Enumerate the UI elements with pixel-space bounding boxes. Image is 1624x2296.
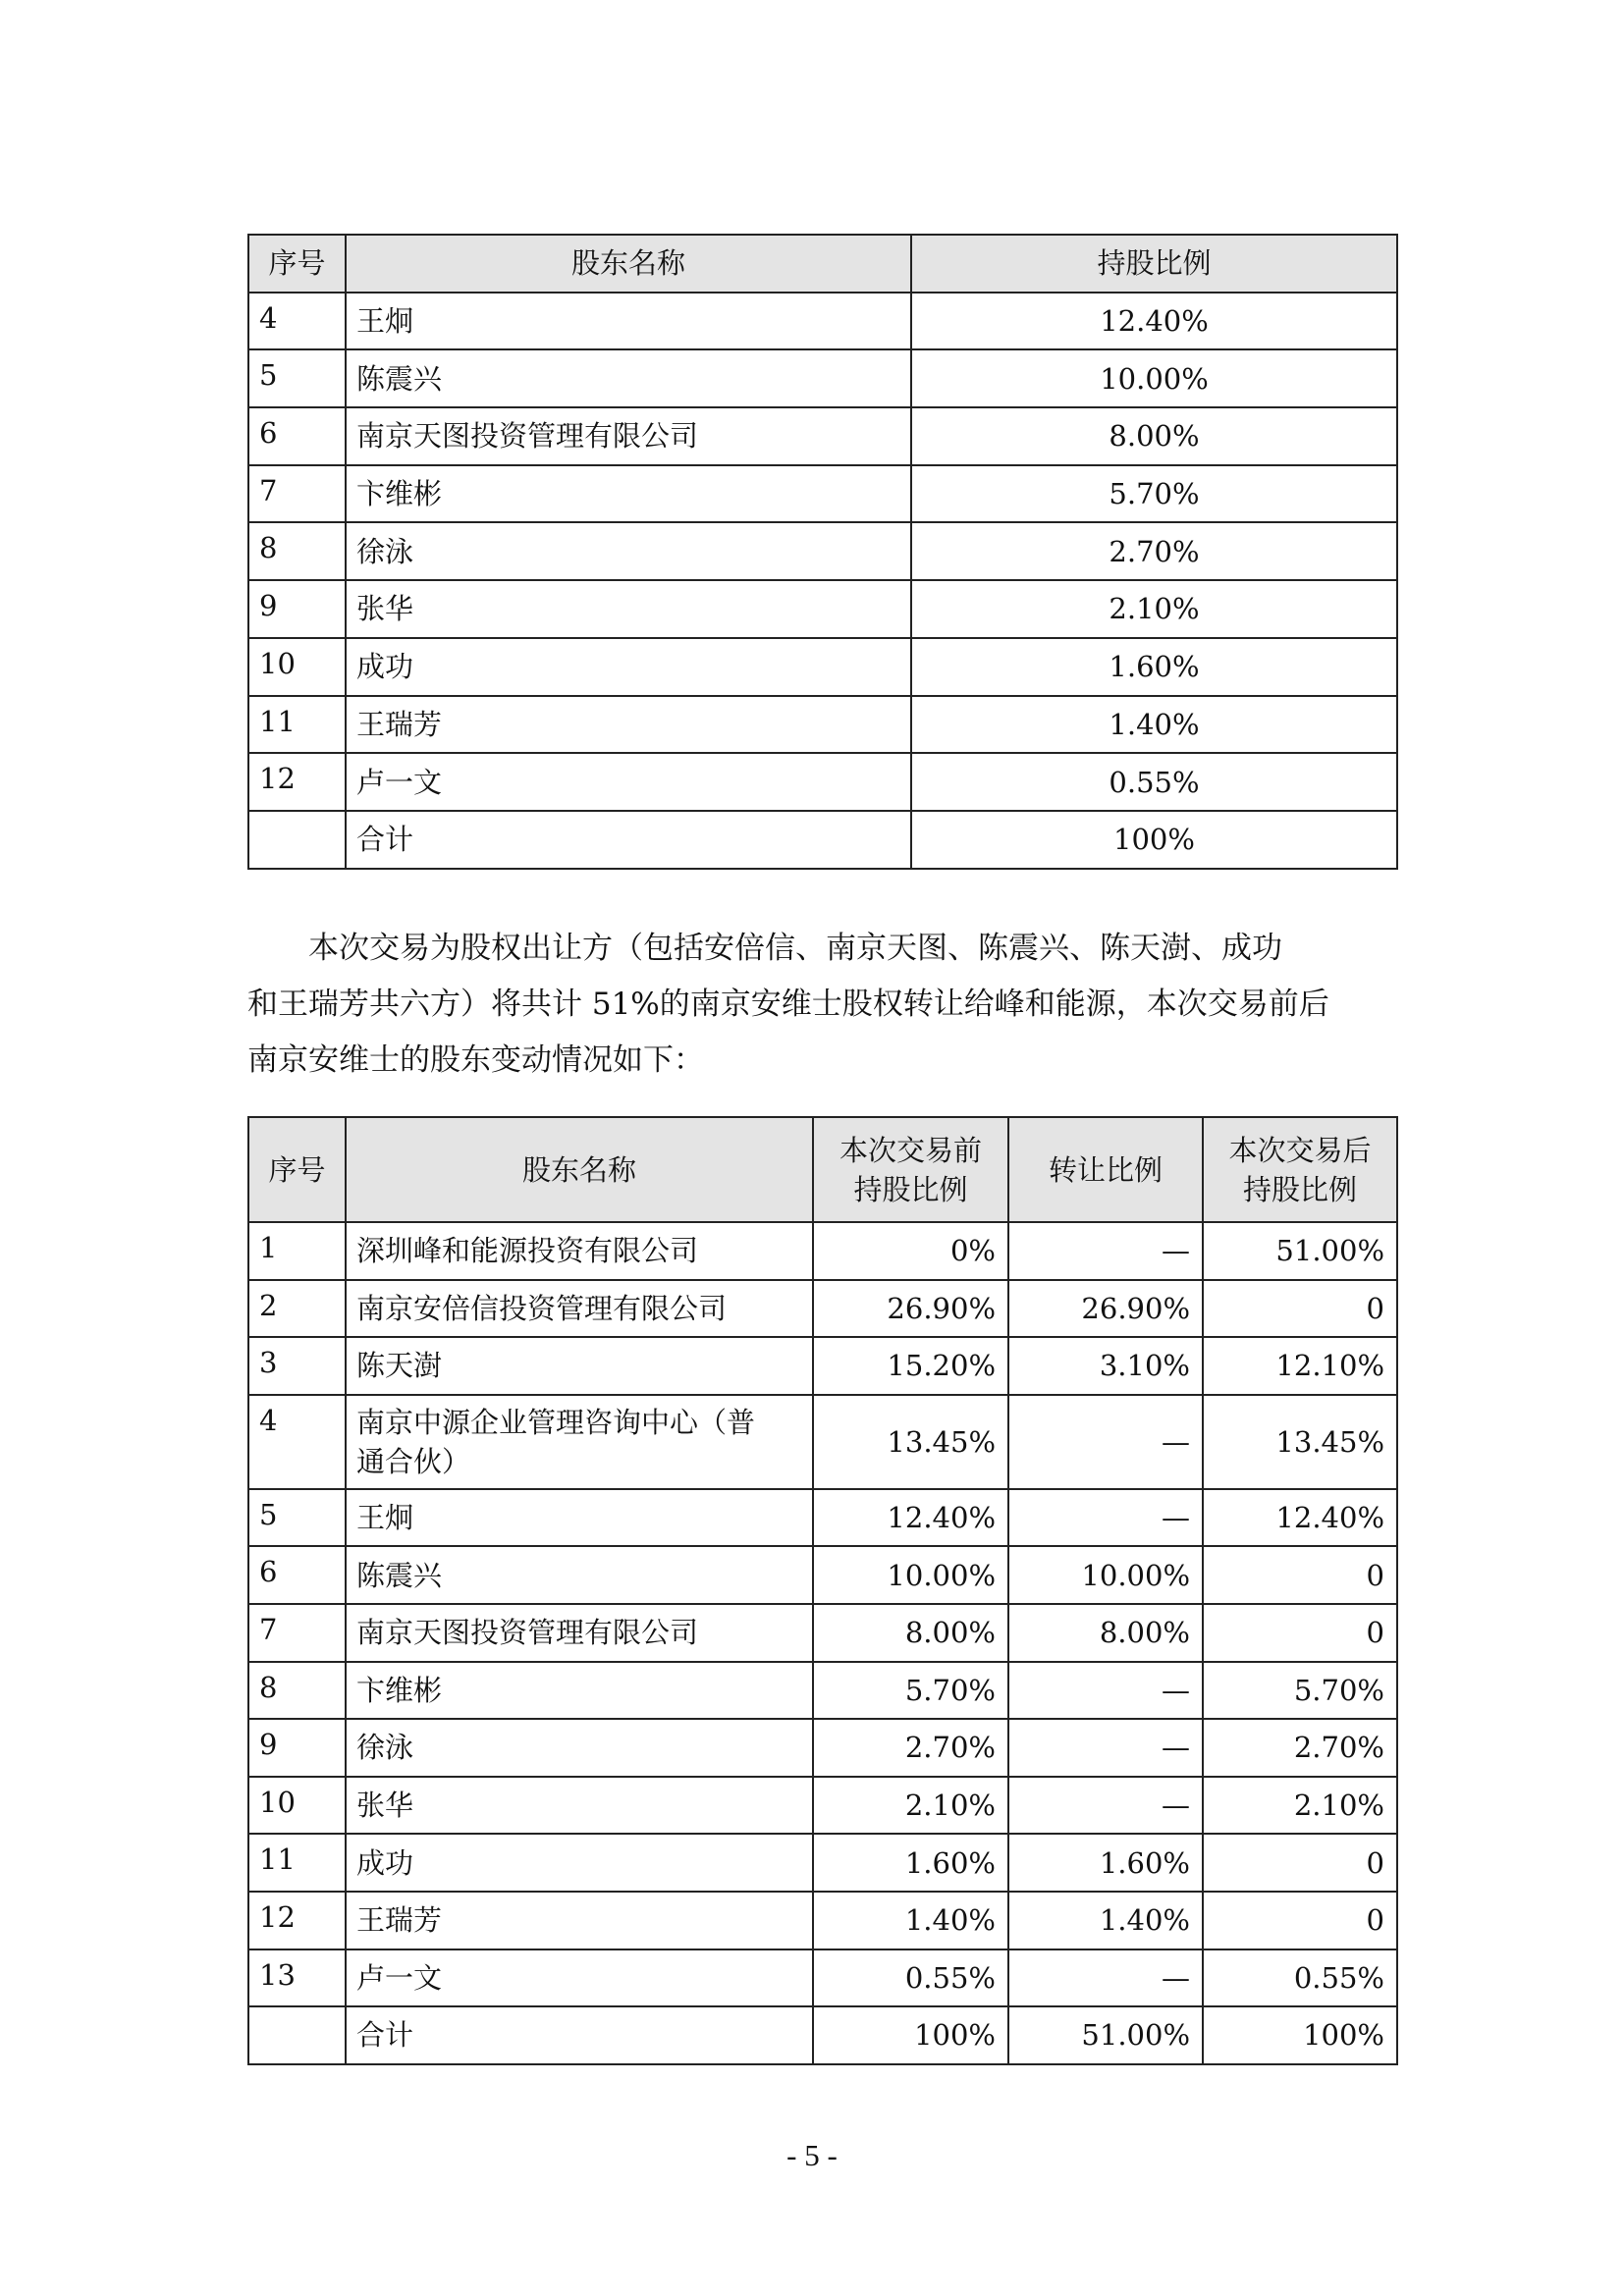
cell-name: 陈震兴	[346, 1546, 813, 1604]
cell-name: 陈震兴	[346, 349, 911, 407]
cell-before: 13.45%	[813, 1395, 1008, 1489]
cell-transfer: —	[1008, 1489, 1203, 1547]
cell-before: 0%	[813, 1222, 1008, 1280]
table-row	[248, 1280, 1397, 1338]
cell-name: 卢一文	[346, 753, 911, 811]
cell-after: 0	[1203, 1834, 1397, 1892]
cell-after: 12.40%	[1203, 1489, 1397, 1547]
cell-ratio: 2.70%	[911, 522, 1397, 580]
cell-name: 卞维彬	[346, 465, 911, 523]
table-row	[248, 349, 1397, 407]
cell-before: 100%	[813, 2006, 1008, 2064]
cell-before: 1.60%	[813, 1834, 1008, 1892]
cell-no: 13	[248, 1949, 346, 2007]
name-line: 南京中源企业管理咨询中心（普	[356, 1405, 756, 1439]
shareholder-table	[247, 234, 1398, 870]
header-line: 持股比例	[1242, 1172, 1357, 1206]
cell-after: 2.10%	[1203, 1777, 1397, 1835]
cell-after: 0.55%	[1203, 1949, 1397, 2007]
table-row	[248, 1949, 1397, 2007]
table-row	[248, 1604, 1397, 1662]
cell-ratio: 1.60%	[911, 638, 1397, 696]
cell-no: 10	[248, 638, 346, 696]
cell-before: 12.40%	[813, 1489, 1008, 1547]
cell-name: 合计	[346, 2006, 813, 2064]
cell-ratio: 10.00%	[911, 349, 1397, 407]
cell-ratio: 1.40%	[911, 696, 1397, 754]
cell-name: 南京天图投资管理有限公司	[346, 1604, 813, 1662]
cell-no: 11	[248, 1834, 346, 1892]
table-row	[248, 522, 1397, 580]
cell-after: 0	[1203, 1892, 1397, 1949]
table-row	[248, 1546, 1397, 1604]
col-header-name: 股东名称	[346, 1117, 813, 1222]
cell-no: 5	[248, 1489, 346, 1547]
cell-no: 7	[248, 1604, 346, 1662]
cell-name: 成功	[346, 1834, 813, 1892]
cell-after: 0	[1203, 1604, 1397, 1662]
table-row	[248, 696, 1397, 754]
cell-after: 0	[1203, 1280, 1397, 1338]
cell-after: 5.70%	[1203, 1662, 1397, 1720]
table-header-row	[248, 1117, 1397, 1222]
cell-before: 5.70%	[813, 1662, 1008, 1720]
cell-name: 成功	[346, 638, 911, 696]
cell-no: 1	[248, 1222, 346, 1280]
cell-no: 12	[248, 1892, 346, 1949]
cell-ratio: 8.00%	[911, 407, 1397, 465]
cell-before: 10.00%	[813, 1546, 1008, 1604]
cell-no: 11	[248, 696, 346, 754]
cell-no: 12	[248, 753, 346, 811]
table-row	[248, 1892, 1397, 1949]
table-total-row	[248, 811, 1397, 869]
name-line: 通合伙）	[356, 1444, 471, 1478]
col-header-no: 序号	[248, 235, 346, 293]
shareholder-change-table	[247, 1116, 1398, 2065]
col-header-before	[813, 1117, 1008, 1222]
cell-transfer: —	[1008, 1777, 1203, 1835]
table-row	[248, 1222, 1397, 1280]
cell-transfer: 1.40%	[1008, 1892, 1203, 1949]
cell-before: 1.40%	[813, 1892, 1008, 1949]
cell-before: 2.70%	[813, 1719, 1008, 1777]
cell-no: 4	[248, 293, 346, 350]
table-row	[248, 1489, 1397, 1547]
table-row	[248, 407, 1397, 465]
cell-after: 13.45%	[1203, 1395, 1397, 1489]
cell-after: 12.10%	[1203, 1337, 1397, 1395]
cell-transfer: 10.00%	[1008, 1546, 1203, 1604]
cell-name	[346, 1395, 813, 1489]
cell-no	[248, 811, 346, 869]
cell-name: 卢一文	[346, 1949, 813, 2007]
table-row	[248, 1395, 1397, 1489]
cell-name: 卞维彬	[346, 1662, 813, 1720]
cell-no: 6	[248, 1546, 346, 1604]
cell-transfer: 26.90%	[1008, 1280, 1203, 1338]
col-header-name: 股东名称	[346, 235, 911, 293]
cell-transfer: 1.60%	[1008, 1834, 1203, 1892]
cell-before: 26.90%	[813, 1280, 1008, 1338]
cell-transfer: 51.00%	[1008, 2006, 1203, 2064]
cell-no: 2	[248, 1280, 346, 1338]
header-line: 本次交易前	[839, 1133, 982, 1167]
page-number: - 5 -	[786, 2138, 838, 2172]
cell-name: 南京安倍信投资管理有限公司	[346, 1280, 813, 1338]
cell-transfer: —	[1008, 1395, 1203, 1489]
cell-before: 15.20%	[813, 1337, 1008, 1395]
cell-after: 2.70%	[1203, 1719, 1397, 1777]
cell-transfer: —	[1008, 1662, 1203, 1720]
cell-after: 0	[1203, 1546, 1397, 1604]
cell-name: 深圳峰和能源投资有限公司	[346, 1222, 813, 1280]
cell-name: 合计	[346, 811, 911, 869]
cell-ratio: 2.10%	[911, 580, 1397, 638]
table-row	[248, 1662, 1397, 1720]
cell-name: 南京天图投资管理有限公司	[346, 407, 911, 465]
header-line: 本次交易后	[1228, 1133, 1372, 1167]
table-row	[248, 465, 1397, 523]
cell-name: 王炯	[346, 1489, 813, 1547]
cell-no: 3	[248, 1337, 346, 1395]
cell-no	[248, 2006, 346, 2064]
cell-no: 8	[248, 1662, 346, 1720]
cell-no: 9	[248, 1719, 346, 1777]
col-header-transfer: 转让比例	[1008, 1117, 1203, 1222]
cell-no: 10	[248, 1777, 346, 1835]
col-header-no: 序号	[248, 1117, 346, 1222]
cell-after: 51.00%	[1203, 1222, 1397, 1280]
table-row	[248, 1777, 1397, 1835]
cell-name: 王炯	[346, 293, 911, 350]
cell-before: 0.55%	[813, 1949, 1008, 2007]
cell-no: 6	[248, 407, 346, 465]
col-header-after	[1203, 1117, 1397, 1222]
table-row	[248, 1719, 1397, 1777]
cell-ratio: 100%	[911, 811, 1397, 869]
cell-before: 8.00%	[813, 1604, 1008, 1662]
cell-name: 王瑞芳	[346, 696, 911, 754]
table-row	[248, 1337, 1397, 1395]
cell-before: 2.10%	[813, 1777, 1008, 1835]
cell-ratio: 0.55%	[911, 753, 1397, 811]
cell-no: 5	[248, 349, 346, 407]
col-header-ratio: 持股比例	[911, 235, 1397, 293]
cell-transfer: 8.00%	[1008, 1604, 1203, 1662]
table-row	[248, 1834, 1397, 1892]
table-total-row	[248, 2006, 1397, 2064]
cell-no: 9	[248, 580, 346, 638]
table-row	[248, 293, 1397, 350]
cell-ratio: 5.70%	[911, 465, 1397, 523]
cell-name: 张华	[346, 1777, 813, 1835]
cell-name: 张华	[346, 580, 911, 638]
cell-ratio: 12.40%	[911, 293, 1397, 350]
transaction-paragraph	[247, 921, 1396, 1089]
cell-transfer: —	[1008, 1949, 1203, 2007]
cell-transfer: —	[1008, 1719, 1203, 1777]
cell-name: 徐泳	[346, 1719, 813, 1777]
paragraph-line: 和王瑞芳共六方）将共计 51%的南京安维士股权转让给峰和能源，本次交易前后	[247, 987, 1329, 1022]
cell-no: 4	[248, 1395, 346, 1489]
table-header-row	[248, 235, 1397, 293]
cell-name: 陈天澍	[346, 1337, 813, 1395]
cell-no: 8	[248, 522, 346, 580]
table-row	[248, 753, 1397, 811]
table-row	[248, 638, 1397, 696]
header-line: 持股比例	[853, 1172, 968, 1206]
cell-after: 100%	[1203, 2006, 1397, 2064]
cell-name: 王瑞芳	[346, 1892, 813, 1949]
cell-no: 7	[248, 465, 346, 523]
cell-transfer: 3.10%	[1008, 1337, 1203, 1395]
cell-name: 徐泳	[346, 522, 911, 580]
table-row	[248, 580, 1397, 638]
cell-transfer: —	[1008, 1222, 1203, 1280]
paragraph-line: 本次交易为股权出让方（包括安倍信、南京天图、陈震兴、陈天澍、成功	[308, 931, 1282, 966]
paragraph-line: 南京安维士的股东变动情况如下：	[247, 1042, 704, 1078]
